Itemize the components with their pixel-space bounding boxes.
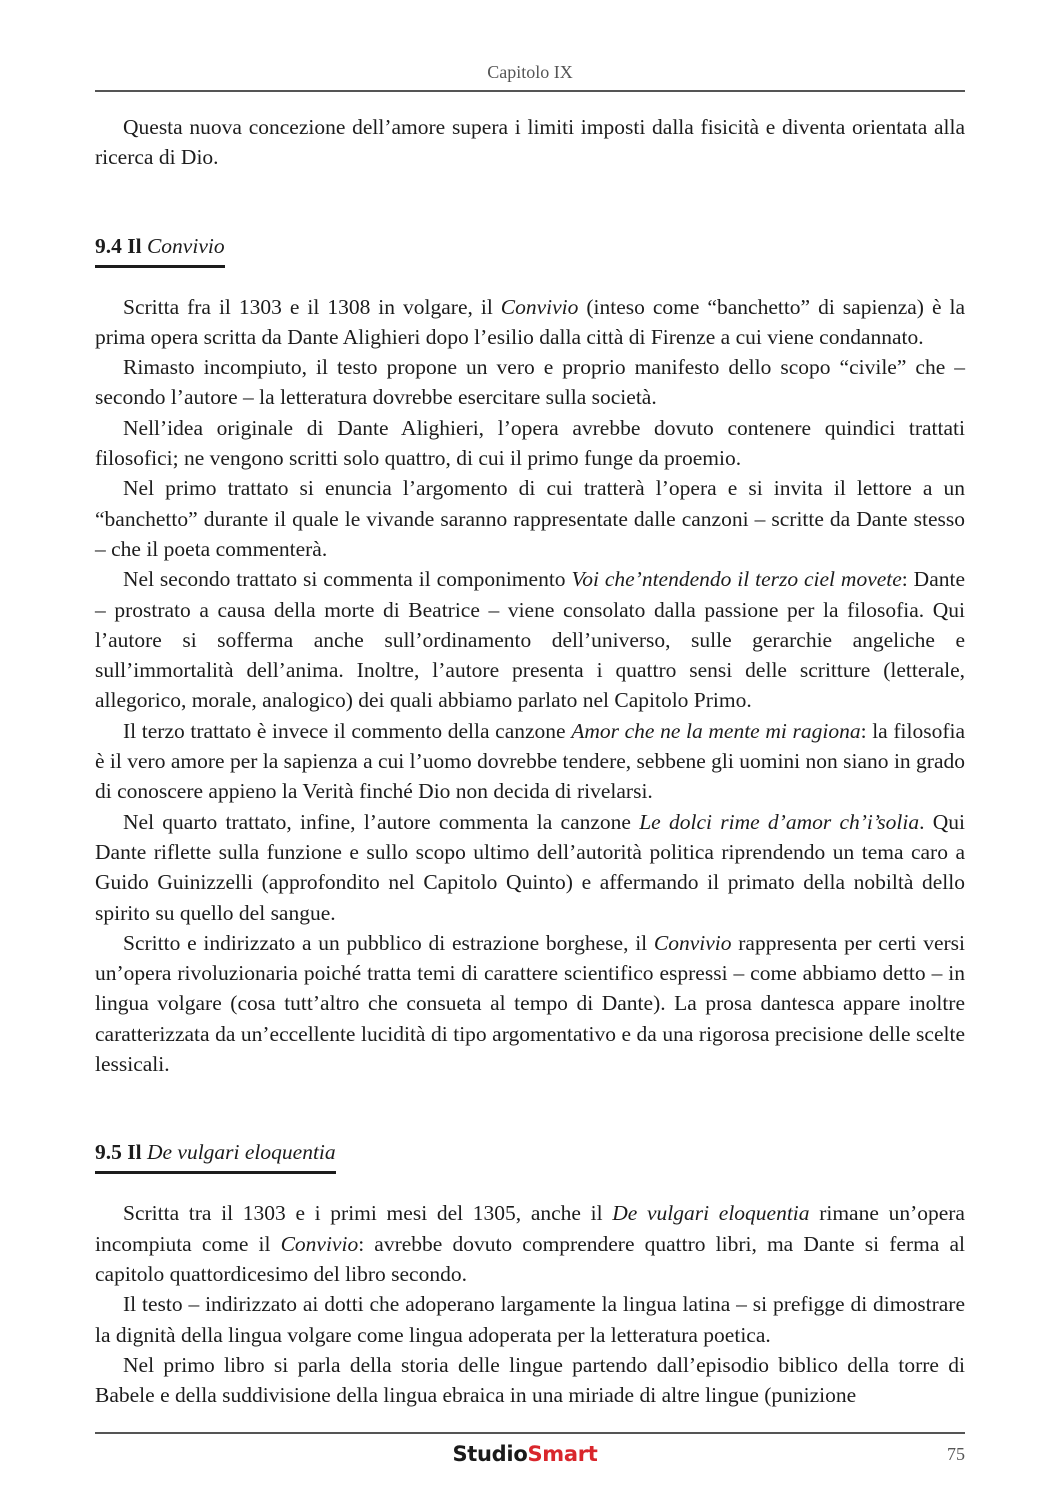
text-run: Nel primo libro si parla della storia delle lingue partendo dall’episodio biblico della torre di Babele e della suddivisione della lingua ebraica in una miriade di altre lingue (punizione [95, 1352, 965, 1408]
text-run: (inteso come “banchetto” di sapienza) è la prima opera scritta da Dante Alighieri dopo l’esilio dalla città di Firenze a cui viene condannato. [95, 294, 965, 349]
section-number: 9.4 Il [95, 233, 142, 258]
running-header: Capitolo IX [487, 62, 573, 82]
paragraph [95, 928, 965, 1079]
section-title: De vulgari eloquentia [146, 1140, 336, 1165]
text-run: . Qui Dante riflette sulla funzione e sullo scopo ultimo dell’autorità politica riprendendo un tema caro a Guido Guinizzelli (approfondito nel Capitolo Quinto) e affermando il primato della nobiltà dello spirito su quello del sangue. [95, 809, 965, 925]
paragraph [95, 413, 965, 474]
italic-title-text: Amor che ne la mente mi ragiona [571, 718, 861, 743]
text-run: Scritta tra il 1303 e i primi mesi del 1305, anche il [123, 1201, 613, 1226]
paragraph [95, 1198, 965, 1289]
italic-title-text: De vulgari eloquentia [612, 1201, 810, 1226]
text-run: : la filosofia è il vero amore per la sapienza a cui l’uomo dovrebbe tendere, sebbene gli uomini non siano in grado di conoscere appieno la Verità finché Dio non decida di rivelarsi. [95, 718, 965, 804]
text-run: Scritta fra il 1303 e il 1308 in volgare, il [123, 294, 501, 319]
text-run: Rimasto incompiuto, il testo propone un vero e proprio manifesto dello scopo “civile” che – secondo l’autore – la letteratura dovrebbe esercitare sulla società. [95, 355, 965, 410]
intro-block [95, 112, 965, 173]
italic-title-text: Convivio [653, 930, 732, 955]
section-title: Convivio [146, 233, 225, 258]
paragraph [95, 564, 965, 715]
text-run: : avrebbe dovuto comprendere quattro libri, ma Dante si ferma al capitolo quattordicesimo del libro secondo. [95, 1231, 965, 1286]
brand-part-studio: Studio [452, 1442, 528, 1466]
paragraph [95, 1350, 965, 1411]
italic-title-text: Convivio [280, 1231, 359, 1256]
brand-logo [0, 1442, 1050, 1466]
paragraph [95, 473, 965, 564]
text-run: Nel secondo trattato si commenta il componimento [123, 567, 572, 592]
text-run: Scritto e indirizzato a un pubblico di estrazione borghese, il [123, 930, 654, 955]
italic-title-text: Le dolci rime d’amor ch’i’solia [639, 809, 920, 834]
brand-part-smart: Smart [527, 1442, 598, 1466]
section-number: 9.5 Il [95, 1140, 142, 1165]
text-run: Questa nuova concezione dell’amore supera i limiti imposti dalla fisicità e diventa orientata alla ricerca di Dio. [95, 115, 965, 170]
page-number: 75 [947, 1444, 965, 1464]
text-run: rappresenta per certi versi un’opera rivoluzionaria poiché tratta temi di carattere scientifico espressi – come abbiamo detto – in lingua volgare (cosa tutt’altro che consueta al tempo di Dante). La prosa dantesca appare inoltre caratterizzata da un’eccellente lucidità di tipo argomentativo e da una rigorosa precisione delle scelte lessicali. [95, 930, 965, 1077]
footer-rule [95, 1432, 965, 1434]
italic-title-text: Voi che’ntendendo il terzo ciel movete [571, 567, 902, 592]
text-run: Nel primo trattato si enuncia l’argomento di cui tratterà l’opera e si invita il lettore a un “banchetto” durante il quale le vivande saranno rappresentate dalle canzoni – scritte da Dante stesso – che il poeta commenterà. [95, 476, 965, 561]
section-heading-block [95, 1137, 965, 1174]
section [95, 231, 965, 1080]
text-run: : Dante – prostrato a causa della morte di Beatrice – viene consolato dalla passione per la filosofia. Qui l’autore si sofferma anche sull’ordinamento dell’universo, sulle gerarchie angeliche e sull’immortalità dell’anima. Inoltre, l’autore presenta i quattro sensi delle scritture (letterale, allegorico, morale, analogico) dei quali abbiamo parlato nel Capitolo Primo. [95, 567, 965, 713]
italic-title-text: Convivio [500, 294, 579, 319]
sections-container [95, 231, 965, 1411]
header-rule [95, 90, 965, 92]
page-content [95, 112, 965, 1410]
paragraph [95, 112, 965, 173]
text-run: Nel quarto trattato, infine, l’autore commenta la canzone [123, 809, 640, 834]
section-heading [95, 231, 225, 268]
paragraph [95, 807, 965, 928]
text-run: Il terzo trattato è invece il commento della canzone [123, 718, 572, 743]
text-run: Nell’idea originale di Dante Alighieri, l’opera avrebbe dovuto contenere quindici trattati filosofici; ne vengono scritti solo quattro, di cui il primo funge da proemio. [95, 415, 965, 471]
paragraph [95, 1289, 965, 1350]
paragraph [95, 352, 965, 413]
paragraph [95, 292, 965, 353]
text-run: rimane un’opera incompiuta come il [95, 1201, 965, 1256]
section-heading-block [95, 231, 965, 268]
paragraph [95, 716, 965, 807]
section [95, 1137, 965, 1410]
section-heading [95, 1137, 336, 1174]
text-run: Il testo – indirizzato ai dotti che adoperano largamente la lingua latina – si prefigge di dimostrare la dignità della lingua volgare come lingua adoperata per la letteratura poetica. [95, 1292, 965, 1347]
